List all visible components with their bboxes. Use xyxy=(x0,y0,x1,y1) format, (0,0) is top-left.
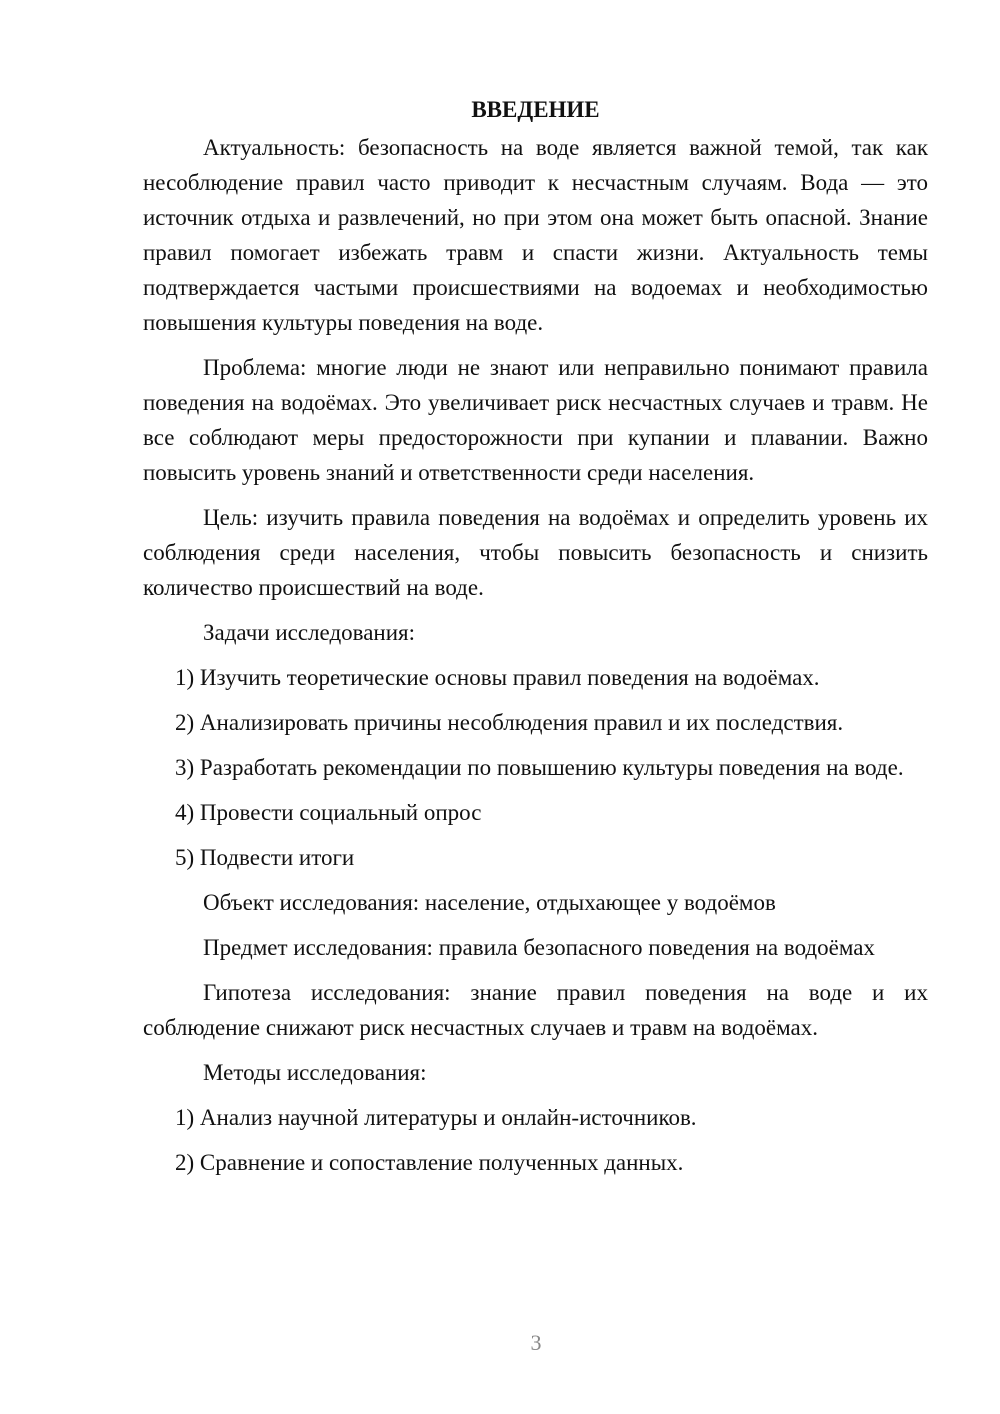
task-item: 4) Провести социальный опрос xyxy=(175,800,482,825)
task-item: 3) Разработать рекомендации по повышению культуры поведения на воде. xyxy=(175,755,904,780)
methods-heading: Методы исследования: xyxy=(203,1060,427,1085)
page-title: ВВЕДЕНИЕ xyxy=(471,97,600,122)
method-item: 1) Анализ научной литературы и онлайн-источников. xyxy=(175,1105,697,1130)
hypothesis-paragraph: Гипотеза исследования: знание правил поведения на воде и их соблюдение снижают риск несчастных случаев и травм на водоёмах. xyxy=(143,980,928,1040)
document-page xyxy=(143,92,928,1190)
relevance-paragraph: Актуальность: безопасность на воде является важной темой, так как несоблюдение правил часто приводит к несчастным случаям. Вода — это источник отдыха и развлечений, но при этом она может быть опасной. Знание правил помогает избежать травм и спасти жизни. Актуальность темы подтверждается частыми происшествиями на водоемах и необходимостью повышения культуры поведения на воде. xyxy=(143,135,928,335)
task-item: 1) Изучить теоретические основы правил поведения на водоёмах. xyxy=(175,665,820,690)
goal-paragraph: Цель: изучить правила поведения на водоёмах и определить уровень их соблюдения среди населения, чтобы повысить безопасность и снизить количество происшествий на воде. xyxy=(143,505,928,600)
task-item: 5) Подвести итоги xyxy=(175,845,355,870)
page-number: 3 xyxy=(530,1330,542,1355)
problem-paragraph: Проблема: многие люди не знают или неправильно понимают правила поведения на водоёмах. Это увеличивает риск несчастных случаев и травм. Не все соблюдают меры предосторожности при купании и плавании. Важно повысить уровень знаний и ответственности среди населения. xyxy=(143,355,928,485)
subject-paragraph: Предмет исследования: правила безопасного поведения на водоёмах xyxy=(203,935,875,960)
task-item: 2) Анализировать причины несоблюдения правил и их последствия. xyxy=(175,710,844,735)
tasks-heading: Задачи исследования: xyxy=(203,620,416,645)
method-item: 2) Сравнение и сопоставление полученных данных. xyxy=(175,1150,684,1175)
object-paragraph: Объект исследования: население, отдыхающее у водоёмов xyxy=(203,890,776,915)
